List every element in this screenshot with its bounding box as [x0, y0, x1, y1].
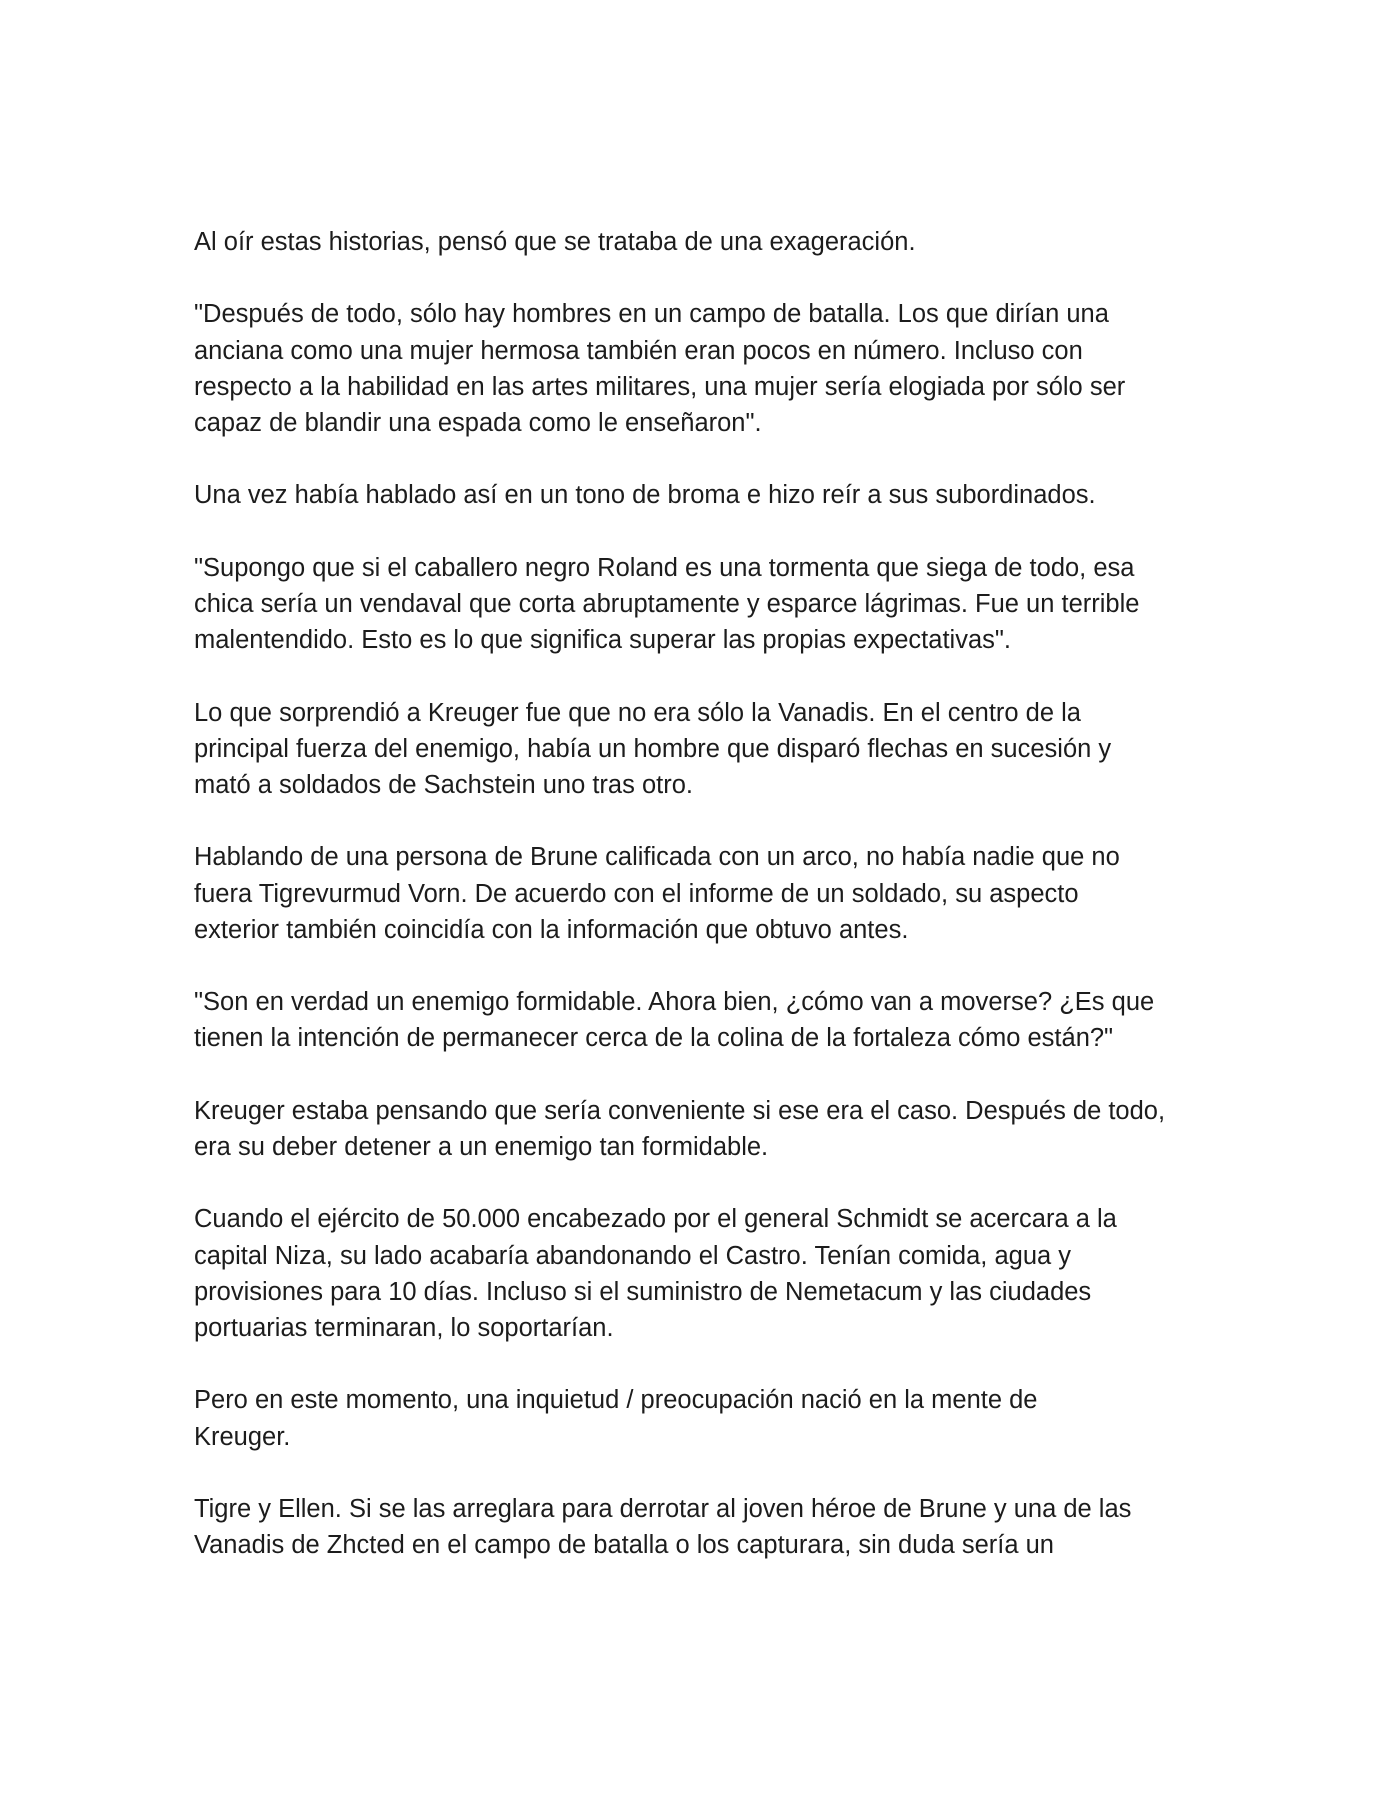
paragraph: "Después de todo, sólo hay hombres en un campo de batalla. Los que dirían una anciana como una mujer hermosa también eran pocos en número. Incluso con respecto a la habilidad en las artes militares, una mujer sería elogiada por sólo ser capaz de blandir una espada como le enseñaron". [194, 300, 1126, 437]
paragraph: Lo que sorprendió a Kreuger fue que no era sólo la Vanadis. En el centro de la principal fuerza del enemigo, había un hombre que disparó flechas en sucesión y mató a soldados de Sachstein uno tras otro. [194, 698, 1112, 799]
paragraph: Kreuger estaba pensando que sería conveniente si ese era el caso. Después de todo, era su deber detener a un enemigo tan formidable. [194, 1096, 1166, 1161]
paragraph: Tigre y Ellen. Si se las arreglara para derrotar al joven héroe de Brune y una de las Vanadis de Zhcted en el campo de batalla o los capturara, sin duda sería un [194, 1494, 1132, 1560]
paragraph: Al oír estas historias, pensó que se trataba de una exageración. [194, 228, 916, 256]
paragraph: "Son en verdad un enemigo formidable. Ahora bien, ¿cómo van a moverse? ¿Es que tienen la intención de permanecer cerca de la colina de la fortaleza cómo están?" [194, 988, 1155, 1053]
document-body [194, 224, 1224, 1563]
paragraph: "Supongo que si el caballero negro Roland es una tormenta que siega de todo, esa chica sería un vendaval que corta abruptamente y esparce lágrimas. Fue un terrible malentendido. Esto es lo que significa superar las propias expectativas". [194, 553, 1140, 655]
paragraph: Hablando de una persona de Brune calificada con un arco, no había nadie que no fuera Tigrevurmud Vorn. De acuerdo con el informe de un soldado, su aspecto exterior también coincidía con la información que obtuvo antes. [194, 843, 1120, 944]
paragraph: Una vez había hablado así en un tono de broma e hizo reír a sus subordinados. [194, 481, 1096, 510]
paragraph: Pero en este momento, una inquietud / preocupación nació en la mente de Kreuger. [194, 1386, 1038, 1451]
paragraph: Cuando el ejército de 50.000 encabezado por el general Schmidt se acercara a la capital Niza, su lado acabaría abandonando el Castro. Tenían comida, agua y provisiones para 10 días. Incluso si el suministro de Nemetacum y las ciudades portuarias terminaran, lo soportarían. [194, 1205, 1117, 1342]
